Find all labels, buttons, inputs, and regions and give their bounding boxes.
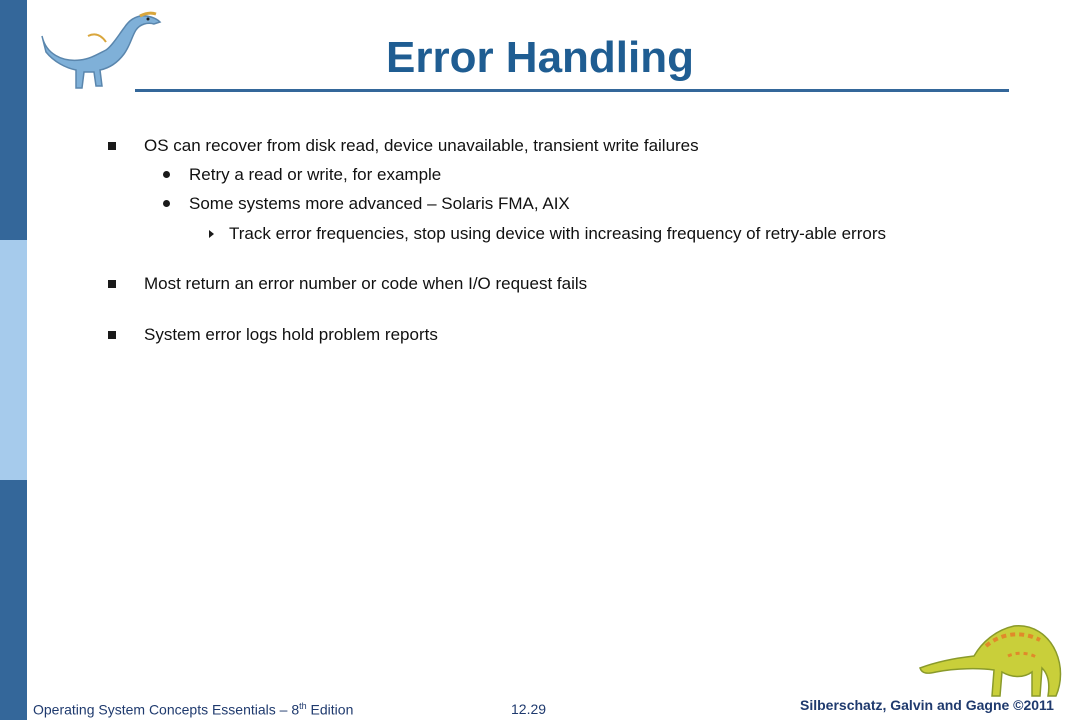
slide-title: Error Handling [385, 33, 695, 82]
footer-book-title [33, 701, 353, 718]
dot-bullet-icon [163, 171, 170, 178]
title-underline [135, 89, 1009, 92]
left-sidebar-bar [0, 0, 27, 720]
bullet-text: Track error frequencies, stop using device with increasing frequency of retry-able errors [229, 224, 886, 243]
bullet-text: Most return an error number or code when I/O request fails [144, 274, 588, 293]
footer-copyright: Silberschatz, Galvin and Gagne ©2011 [800, 697, 1054, 713]
dot-bullet-icon [163, 200, 170, 207]
bullet-text: Some systems more advanced – Solaris FMA, AIX [189, 194, 570, 213]
square-bullet-icon [108, 331, 116, 339]
bullet-text: Retry a read or write, for example [189, 165, 442, 184]
bullet-text: OS can recover from disk read, device unavailable, transient write failures [144, 136, 699, 155]
bullet-text: System error logs hold problem reports [144, 325, 438, 344]
footer-book-prefix: Operating System Concepts Essentials – 8 [33, 701, 300, 718]
footer-book-suffix: Edition [306, 701, 354, 718]
square-bullet-icon [108, 142, 116, 150]
square-bullet-icon [108, 280, 116, 288]
dinosaur-icon [916, 612, 1066, 704]
footer-page-number: 12.29 [511, 701, 547, 717]
triangle-bullet-icon [209, 230, 214, 238]
sidebar-light-band [0, 240, 27, 480]
footer-book-sup: th [299, 701, 307, 711]
